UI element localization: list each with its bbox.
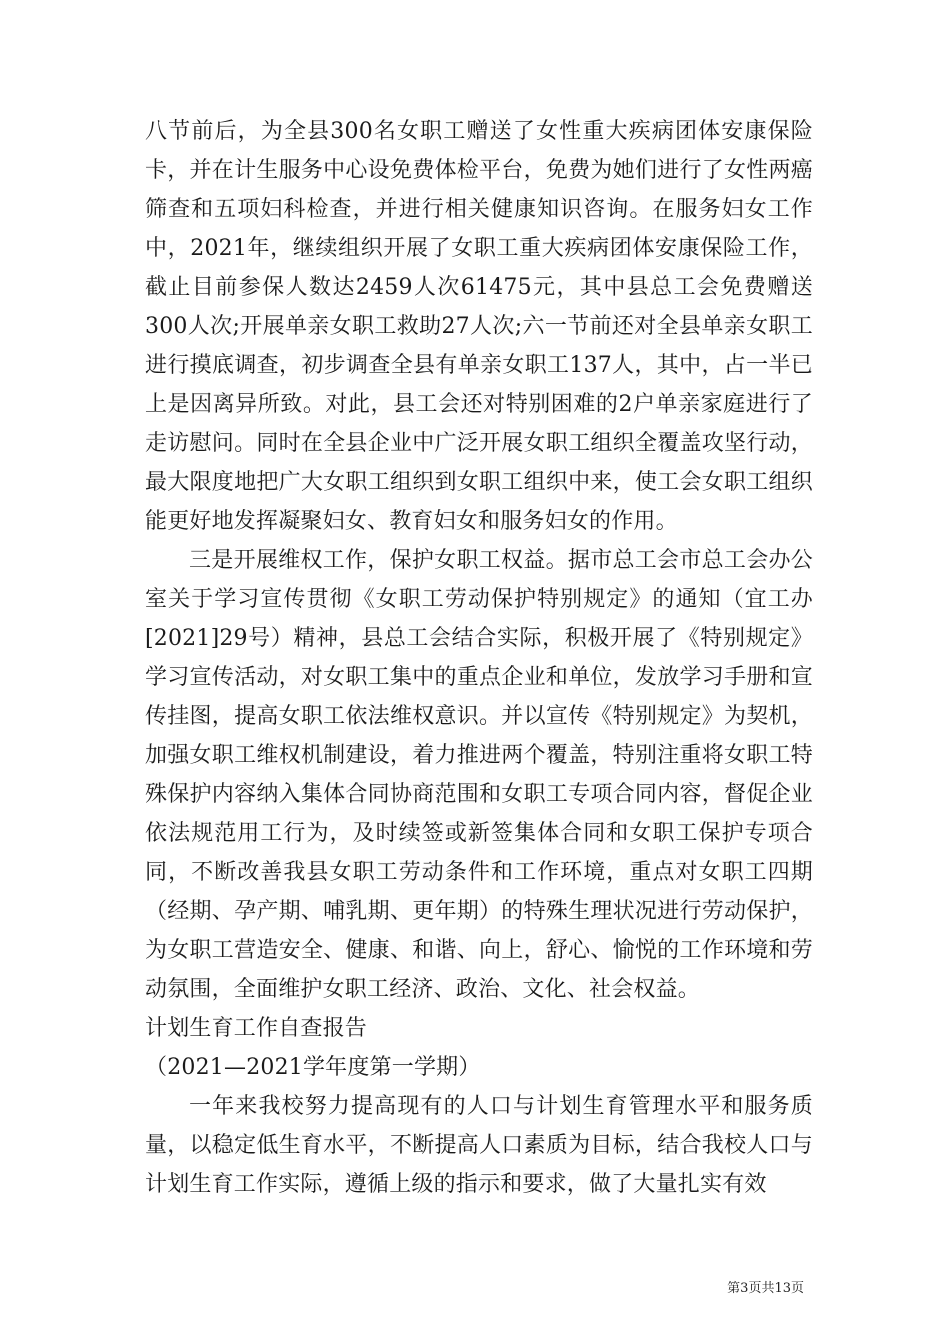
report-intro-paragraph: 一年来我校努力提高现有的人口与计划生育管理水平和服务质量，以稳定低生育水平，不断提高人口素质为目标，结合我校人口与计划生育工作实际，遵循上级的指示和要求，做了大量扎实有效 — [145, 1094, 813, 1197]
paragraph-continuation: 八节前后，为全县300名女职工赠送了女性重大疾病团体安康保险卡，并在计生服务中心设免费体检平台，免费为她们进行了女性两癌筛查和五项妇科检查，并进行相关健康知识咨询。在服务妇女工作中，2021年，继续组织开展了女职工重大疾病团体安康保险工作，截止目前参保人数达2459人次61475元，其中县总工会免费赠送300人次;开展单亲女职工救助27人次;六一节前还对全县单亲女职工进行摸底调查，初步调查全县有单亲女职工137人，其中，占一半已上是因离异所致。对此，县工会还对特别困难的2户单亲家庭进行了走访慰问。同时在全县企业中广泛开展女职工组织全覆盖攻坚行动，最大限度地把广大女职工组织到女职工组织中来，使工会女职工组织能更好地发挥凝聚妇女、教育妇女和服务妇女的作用。 — [145, 119, 813, 534]
document-body — [145, 112, 813, 1204]
page-number-footer: 第3页共13页 — [727, 1281, 804, 1296]
paragraph-rights-protection: 三是开展维权工作，保护女职工权益。据市总工会市总工会办公室关于学习宣传贯彻《女职工劳动保护特别规定》的通知（宜工办[2021]29号）精神，县总工会结合实际，积极开展了《特别规定》学习宣传活动，对女职工集中的重点企业和单位，发放学习手册和宣传挂图，提高女职工依法维权意识。并以宣传《特别规定》为契机，加强女职工维权机制建设，着力推进两个覆盖，特别注重将女职工特殊保护内容纳入集体合同协商范围和女职工专项合同内容，督促企业依法规范用工行为，及时续签或新签集体合同和女职工保护专项合同，不断改善我县女职工劳动条件和工作环境，重点对女职工四期（经期、孕产期、哺乳期、更年期）的特殊生理状况进行劳动保护，为女职工营造安全、健康、和谐、向上，舒心、愉悦的工作环境和劳动氛围，全面维护女职工经济、政治、文化、社会权益。 — [145, 548, 813, 1002]
report-title: 计划生育工作自查报告 — [145, 1016, 368, 1041]
report-subtitle: （2021—2021学年度第一学期） — [145, 1055, 481, 1080]
